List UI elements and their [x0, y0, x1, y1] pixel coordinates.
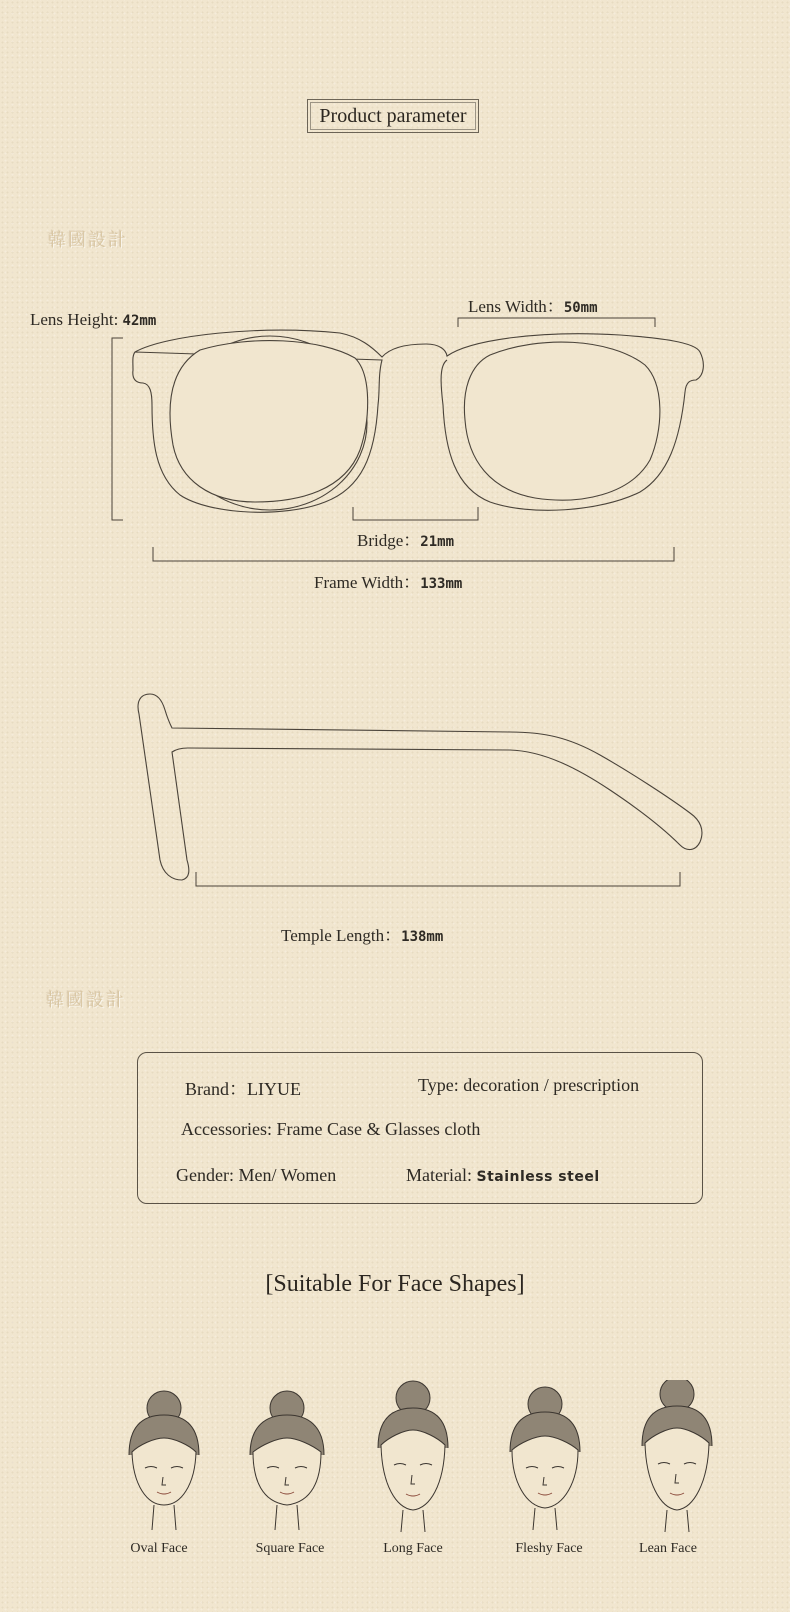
lens-height-label — [30, 310, 156, 330]
material-value: Stainless steel — [476, 1169, 600, 1185]
temple-length-bracket — [196, 872, 680, 886]
bridge-label-text: Bridge： — [357, 531, 421, 550]
glasses-side-diagram — [0, 680, 790, 900]
type-value: decoration / prescription — [463, 1075, 640, 1095]
material-spec — [406, 1165, 600, 1186]
lens-width-value: 50mm — [563, 300, 598, 316]
face-illustration-long — [368, 1380, 458, 1540]
face-lean-icon — [632, 1380, 722, 1540]
type-label: Type: — [418, 1075, 459, 1095]
page-title-text: Product parameter — [319, 104, 467, 127]
lens-height-bracket — [112, 338, 123, 520]
lens-height-value: 42mm — [122, 313, 157, 329]
face-square-icon — [242, 1380, 332, 1540]
bridge-bracket — [353, 507, 478, 520]
face-illustration-square — [242, 1380, 332, 1540]
accessories-value: Frame Case & Glasses cloth — [276, 1119, 481, 1139]
right-lens-shape — [464, 342, 660, 500]
face-fleshy-icon — [500, 1380, 590, 1540]
left-lens-shape — [170, 341, 368, 502]
brand-value: LIYUE — [247, 1079, 301, 1099]
face-illustration-oval — [119, 1380, 209, 1540]
frame-width-label — [314, 568, 462, 593]
brand-spec — [185, 1075, 301, 1101]
accessories-spec — [181, 1119, 480, 1140]
bridge-value: 21mm — [420, 534, 454, 550]
lens-height-label-text: Lens Height: — [30, 310, 119, 329]
temple-length-label — [281, 921, 443, 946]
face-illustration-lean — [632, 1380, 722, 1540]
lens-width-label — [468, 292, 598, 317]
temple-length-label-text: Temple Length： — [281, 926, 402, 945]
gender-value: Men/ Women — [238, 1165, 337, 1185]
face-oval-icon — [119, 1380, 209, 1540]
frame-width-label-text: Frame Width： — [314, 573, 421, 592]
accessories-label: Accessories: — [181, 1119, 272, 1139]
material-label: Material: — [406, 1165, 472, 1185]
lens-width-bracket — [458, 318, 655, 327]
gender-label: Gender: — [176, 1165, 234, 1185]
page-title — [307, 99, 479, 133]
watermark-top: 韓國設計 — [48, 230, 128, 250]
face-long-icon — [368, 1380, 458, 1540]
type-spec — [418, 1075, 639, 1096]
watermark-middle: 韓國設計 — [46, 990, 126, 1010]
temple-outline — [138, 694, 702, 880]
gender-spec — [176, 1165, 336, 1186]
face-label-long: Long Face — [383, 1541, 443, 1556]
face-label-square: Square Face — [255, 1541, 325, 1556]
brand-label: Brand： — [185, 1079, 247, 1099]
frame-width-value: 133mm — [420, 576, 463, 592]
face-label-fleshy: Fleshy Face — [515, 1541, 583, 1556]
face-shapes-title: [Suitable For Face Shapes] — [265, 1271, 525, 1297]
temple-length-value: 138mm — [401, 929, 444, 945]
face-illustration-fleshy — [500, 1380, 590, 1540]
face-label-lean: Lean Face — [639, 1541, 697, 1556]
bridge-label — [357, 526, 454, 551]
face-label-oval: Oval Face — [130, 1541, 188, 1556]
lens-width-label-text: Lens Width： — [468, 297, 564, 316]
